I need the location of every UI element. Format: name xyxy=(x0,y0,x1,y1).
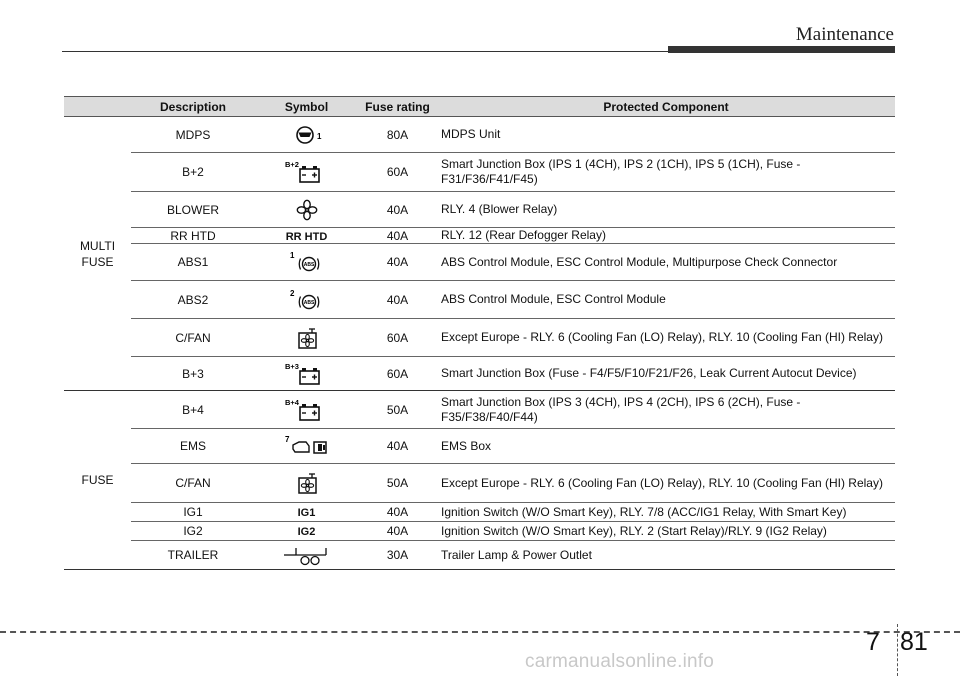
table-row xyxy=(64,244,895,281)
description-cell: TRAILER xyxy=(131,541,255,570)
table-row xyxy=(64,541,895,570)
table-row xyxy=(64,357,895,391)
watermark: carmanualsonline.info xyxy=(525,651,715,672)
fuse-rating-cell: 30A xyxy=(358,541,437,570)
cooling-fan-icon xyxy=(255,464,358,503)
header-description: Description xyxy=(131,97,255,117)
fuse-rating-cell: 50A xyxy=(358,391,437,429)
fuse-table xyxy=(64,96,895,570)
battery-icon xyxy=(255,357,358,391)
description-cell: B+4 xyxy=(131,391,255,429)
fuse-rating-cell: 40A xyxy=(358,503,437,522)
fuse-rating-cell: 40A xyxy=(358,281,437,319)
fuse-rating-cell: 50A xyxy=(358,464,437,503)
section-title: Maintenance xyxy=(795,24,894,45)
symbol-superscript: B+3 xyxy=(284,361,299,371)
description-cell: C/FAN xyxy=(131,319,255,357)
header-protected-component: Protected Component xyxy=(437,97,895,117)
symbol-text xyxy=(255,503,358,522)
symbol-label: RR HTD xyxy=(285,230,328,243)
fuse-rating-cell: 60A xyxy=(358,319,437,357)
table-row xyxy=(64,464,895,503)
group-label-fuse: FUSE xyxy=(64,391,131,570)
protected-component-cell: EMS Box xyxy=(437,429,895,464)
fuse-rating-cell: 40A xyxy=(358,522,437,541)
table-row xyxy=(64,391,895,429)
trailer-icon xyxy=(255,541,358,570)
symbol-superscript: 7 xyxy=(284,435,289,444)
protected-component-cell: Ignition Switch (W/O Smart Key), RLY. 2 (Start Relay)/RLY. 9 (IG2 Relay) xyxy=(437,522,895,541)
table-row xyxy=(64,319,895,357)
ems-icon xyxy=(255,429,358,464)
table-row xyxy=(64,522,895,541)
symbol-text xyxy=(255,522,358,541)
fuse-rating-cell: 40A xyxy=(358,429,437,464)
table-row xyxy=(64,281,895,319)
protected-component-cell: Smart Junction Box (IPS 1 (4CH), IPS 2 (1CH), IPS 5 (1CH), Fuse - F31/F36/F41/F45) xyxy=(437,153,895,192)
mdps-icon xyxy=(255,117,358,153)
protected-component-cell: Ignition Switch (W/O Smart Key), RLY. 7/8 (ACC/IG1 Relay, With Smart Key) xyxy=(437,503,895,522)
header-symbol: Symbol xyxy=(255,97,358,117)
symbol-superscript: 1 xyxy=(289,251,294,260)
protected-component-cell: MDPS Unit xyxy=(437,117,895,153)
header-bar xyxy=(668,46,895,53)
table-row xyxy=(64,117,895,153)
protected-component-cell: Except Europe - RLY. 6 (Cooling Fan (LO) Relay), RLY. 10 (Cooling Fan (HI) Relay) xyxy=(437,319,895,357)
cooling-fan-icon xyxy=(255,319,358,357)
description-cell: BLOWER xyxy=(131,192,255,228)
abs-icon xyxy=(255,244,358,281)
fan-icon xyxy=(255,192,358,228)
description-cell: B+2 xyxy=(131,153,255,192)
battery-icon xyxy=(255,391,358,429)
fuse-rating-cell: 60A xyxy=(358,153,437,192)
fuse-rating-cell: 60A xyxy=(358,357,437,391)
chapter-number: 7 xyxy=(866,628,880,656)
description-cell: EMS xyxy=(131,429,255,464)
svg-text:ABS: ABS xyxy=(303,299,314,306)
symbol-superscript: 2 xyxy=(289,288,294,298)
description-cell: RR HTD xyxy=(131,228,255,244)
table-row xyxy=(64,429,895,464)
table-row xyxy=(64,228,895,244)
table-header-row xyxy=(64,97,895,117)
description-cell: ABS1 xyxy=(131,244,255,281)
symbol-text xyxy=(255,228,358,244)
symbol-label: IG2 xyxy=(297,526,316,538)
header-fuse-rating: Fuse rating xyxy=(358,97,437,117)
header-rule xyxy=(62,51,668,52)
protected-component-cell: Except Europe - RLY. 6 (Cooling Fan (LO) Relay), RLY. 10 (Cooling Fan (HI) Relay) xyxy=(437,464,895,503)
fuse-rating-cell: 80A xyxy=(358,117,437,153)
fuse-rating-cell: 40A xyxy=(358,228,437,244)
table-row xyxy=(64,153,895,192)
fuse-rating-cell: 40A xyxy=(358,192,437,228)
protected-component-cell: Smart Junction Box (Fuse - F4/F5/F10/F21/F26, Leak Current Autocut Device) xyxy=(437,357,895,391)
description-cell: ABS2 xyxy=(131,281,255,319)
abs-icon xyxy=(255,281,358,319)
description-cell: B+3 xyxy=(131,357,255,391)
fuse-rating-cell: 40A xyxy=(358,244,437,281)
description-cell: MDPS xyxy=(131,117,255,153)
description-cell: IG2 xyxy=(131,522,255,541)
svg-text:1: 1 xyxy=(316,131,321,141)
protected-component-cell: Trailer Lamp & Power Outlet xyxy=(437,541,895,570)
table-row xyxy=(64,503,895,522)
protected-component-cell: RLY. 12 (Rear Defogger Relay) xyxy=(437,228,895,244)
description-cell: C/FAN xyxy=(131,464,255,503)
symbol-superscript: B+4 xyxy=(284,397,299,407)
symbol-superscript: B+2 xyxy=(284,160,299,169)
footer-rule xyxy=(0,631,960,633)
svg-text:ABS: ABS xyxy=(303,262,314,268)
group-label-multi-fuse: MULTI FUSE xyxy=(64,117,131,391)
header-group xyxy=(64,97,131,117)
protected-component-cell: Smart Junction Box (IPS 3 (4CH), IPS 4 (2CH), IPS 6 (2CH), Fuse - F35/F38/F40/F44) xyxy=(437,391,895,429)
description-cell: IG1 xyxy=(131,503,255,522)
protected-component-cell: RLY. 4 (Blower Relay) xyxy=(437,192,895,228)
page-number: 81 xyxy=(900,628,928,656)
battery-icon xyxy=(255,153,358,192)
footer-divider xyxy=(897,624,898,676)
protected-component-cell: ABS Control Module, ESC Control Module xyxy=(437,281,895,319)
symbol-label: IG1 xyxy=(297,507,316,519)
table-row xyxy=(64,192,895,228)
protected-component-cell: ABS Control Module, ESC Control Module, Multipurpose Check Connector xyxy=(437,244,895,281)
